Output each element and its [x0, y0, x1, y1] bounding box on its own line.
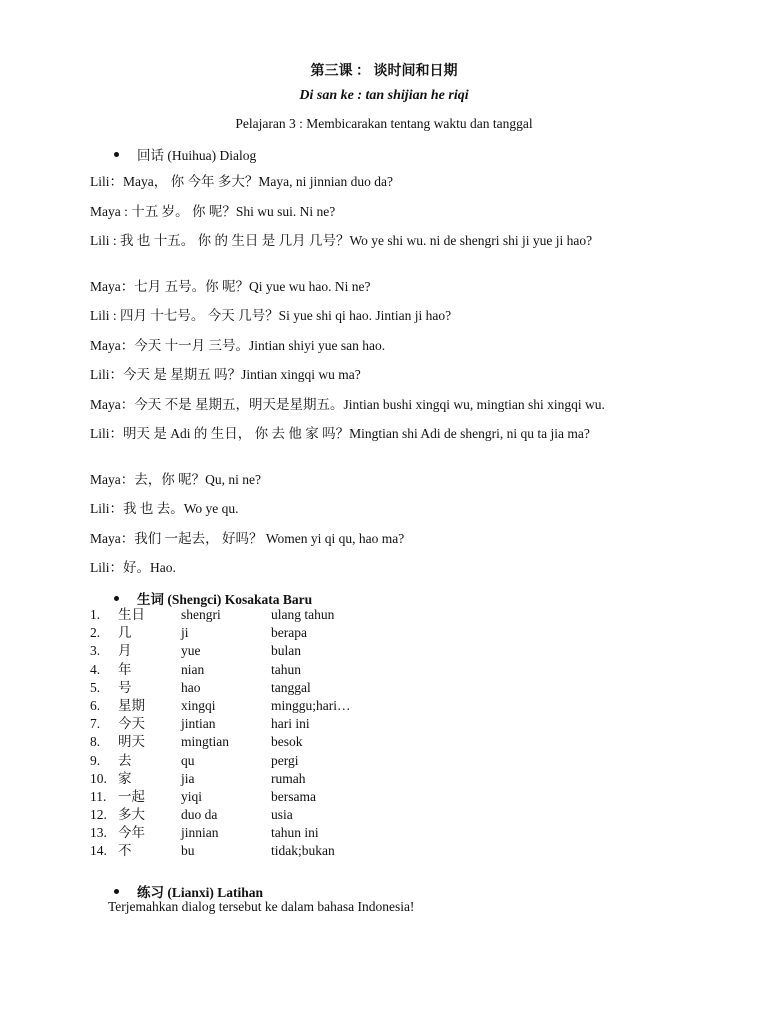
- vocab-pinyin: yiqi: [181, 788, 203, 804]
- vocab-meaning: rumah: [271, 770, 306, 786]
- vocab-row: [90, 606, 421, 624]
- vocab-pinyin: qu: [181, 752, 195, 768]
- vocab-number: 3.: [90, 643, 101, 659]
- vocab-number: 2.: [90, 625, 101, 641]
- vocab-row: [90, 824, 421, 842]
- vocab-pinyin: hao: [181, 679, 201, 695]
- dialog-line: Lili：我 也 去。Wo ye qu.: [90, 501, 239, 516]
- vocab-row: [90, 733, 421, 751]
- dialog-line: Maya : 十五 岁。 你 呢？Shi wu sui. Ni ne?: [90, 204, 336, 219]
- vocab-row: [90, 697, 421, 715]
- dialog-line: Maya：去，你 呢？Qu, ni ne?: [90, 472, 261, 487]
- vocab-pinyin: bu: [181, 843, 195, 859]
- vocab-number: 10.: [90, 770, 107, 786]
- dialog-line: Maya：今天 十一月 三号。Jintian shiyi yue san hao.: [90, 338, 386, 353]
- vocab-row: [90, 624, 421, 642]
- vocab-chinese: 年: [118, 661, 132, 677]
- vocab-pinyin: jia: [181, 770, 195, 786]
- vocab-meaning: besok: [271, 734, 303, 750]
- bullet-icon: [114, 596, 119, 601]
- section-heading-vocab: [114, 588, 312, 608]
- vocab-meaning: usia: [271, 807, 293, 823]
- vocab-meaning: pergi: [271, 752, 299, 768]
- vocab-number: 13.: [90, 825, 107, 841]
- vocab-meaning: tahun: [271, 661, 301, 677]
- page-title-pinyin: Di san ke : tan shijian he riqi: [299, 88, 469, 103]
- vocab-chinese: 去: [118, 752, 132, 768]
- vocab-row: [90, 842, 421, 860]
- vocab-pinyin: duo da: [181, 807, 218, 823]
- vocab-number: 14.: [90, 843, 107, 859]
- vocab-chinese: 几: [118, 625, 132, 641]
- vocab-number: 5.: [90, 679, 101, 695]
- vocab-chinese: 星期: [118, 697, 145, 713]
- vocab-number: 11.: [90, 788, 107, 804]
- section-heading-practice: [114, 881, 263, 901]
- vocab-chinese: 今天: [118, 716, 145, 732]
- dialog-line: Lili：明天 是 Adi 的 生日， 你 去 他 家 吗？Mingtian shi Adi de shengri, ni qu ta jia ma?: [90, 426, 590, 441]
- dialog-line: Lili：今天 是 星期五 吗？Jintian xingqi wu ma?: [90, 367, 361, 382]
- vocab-meaning: bersama: [271, 788, 316, 804]
- vocab-meaning: bulan: [271, 643, 301, 659]
- vocab-pinyin: xingqi: [181, 697, 216, 713]
- vocab-row: [90, 788, 421, 806]
- dialog-line: Lili : 四月 十七号。 今天 几号？Si yue shi qi hao. Jintian ji hao?: [90, 308, 452, 323]
- dialog-line: Maya：今天 不是 星期五，明天是星期五。Jintian bushi xingqi wu, mingtian shi xingqi wu.: [90, 397, 605, 412]
- bullet-icon: [114, 889, 119, 894]
- practice-instruction: Terjemahkan dialog tersebut ke dalam bahasa Indonesia!: [108, 899, 415, 914]
- vocab-pinyin: mingtian: [181, 734, 229, 750]
- vocab-meaning: tanggal: [271, 679, 311, 695]
- vocab-meaning: ulang tahun: [271, 607, 335, 622]
- vocab-number: 6.: [90, 697, 101, 713]
- vocab-chinese: 明天: [118, 734, 145, 750]
- vocab-row: [90, 679, 421, 697]
- vocab-chinese: 号: [118, 679, 132, 695]
- vocab-list: [90, 606, 421, 861]
- vocab-chinese: 今年: [118, 825, 145, 841]
- vocab-pinyin: jintian: [181, 716, 216, 732]
- section-label: 回话 (Huihua) Dialog: [137, 148, 257, 163]
- vocab-pinyin: yue: [181, 643, 201, 659]
- vocab-number: 7.: [90, 716, 101, 732]
- section-label: 生词 (Shengci) Kosakata Baru: [137, 592, 313, 607]
- dialog-line: Maya：我们 一起去， 好吗？ Women yi qi qu, hao ma?: [90, 531, 405, 546]
- vocab-meaning: tahun ini: [271, 825, 319, 841]
- vocab-row: [90, 752, 421, 770]
- vocab-meaning: berapa: [271, 625, 307, 641]
- vocab-meaning: minggu;hari…: [271, 697, 351, 713]
- vocab-number: 12.: [90, 807, 107, 823]
- section-label: 练习 (Lianxi) Latihan: [137, 885, 264, 900]
- dialog-line: Lili：好。Hao.: [90, 560, 176, 575]
- vocab-row: [90, 770, 421, 788]
- vocab-row: [90, 715, 421, 733]
- vocab-meaning: tidak;bukan: [271, 843, 335, 859]
- vocab-row: [90, 661, 421, 679]
- vocab-chinese: 多大: [118, 807, 145, 823]
- vocab-pinyin: shengri: [181, 607, 221, 622]
- page-subtitle: Pelajaran 3 : Membicarakan tentang waktu dan tanggal: [235, 116, 533, 131]
- vocab-number: 1.: [90, 607, 101, 622]
- vocab-row: [90, 642, 421, 660]
- vocab-meaning: hari ini: [271, 716, 310, 732]
- dialog-line: Maya：七月 五号。你 呢？Qi yue wu hao. Ni ne?: [90, 279, 371, 294]
- vocab-row: [90, 806, 421, 824]
- page-title: 第三课 ： 谈时间和日期: [310, 64, 458, 79]
- vocab-number: 9.: [90, 752, 101, 768]
- vocab-pinyin: nian: [181, 661, 205, 677]
- vocab-chinese: 不: [118, 843, 132, 859]
- vocab-pinyin: ji: [181, 625, 189, 641]
- vocab-chinese: 生日: [118, 607, 145, 622]
- dialog-line: Lili : 我 也 十五。 你 的 生日 是 几月 几号？Wo ye shi wu. ni de shengri shi ji yue ji hao?: [90, 233, 593, 248]
- vocab-number: 4.: [90, 661, 101, 677]
- vocab-pinyin: jinnian: [181, 825, 219, 841]
- vocab-chinese: 一起: [118, 788, 145, 804]
- vocab-chinese: 月: [118, 643, 132, 659]
- vocab-chinese: 家: [118, 770, 132, 786]
- vocab-number: 8.: [90, 734, 101, 750]
- section-heading-dialog: [114, 144, 256, 164]
- bullet-icon: [114, 152, 119, 157]
- dialog-line: Lili：Maya， 你 今年 多大？Maya, ni jinnian duo da?: [90, 174, 393, 189]
